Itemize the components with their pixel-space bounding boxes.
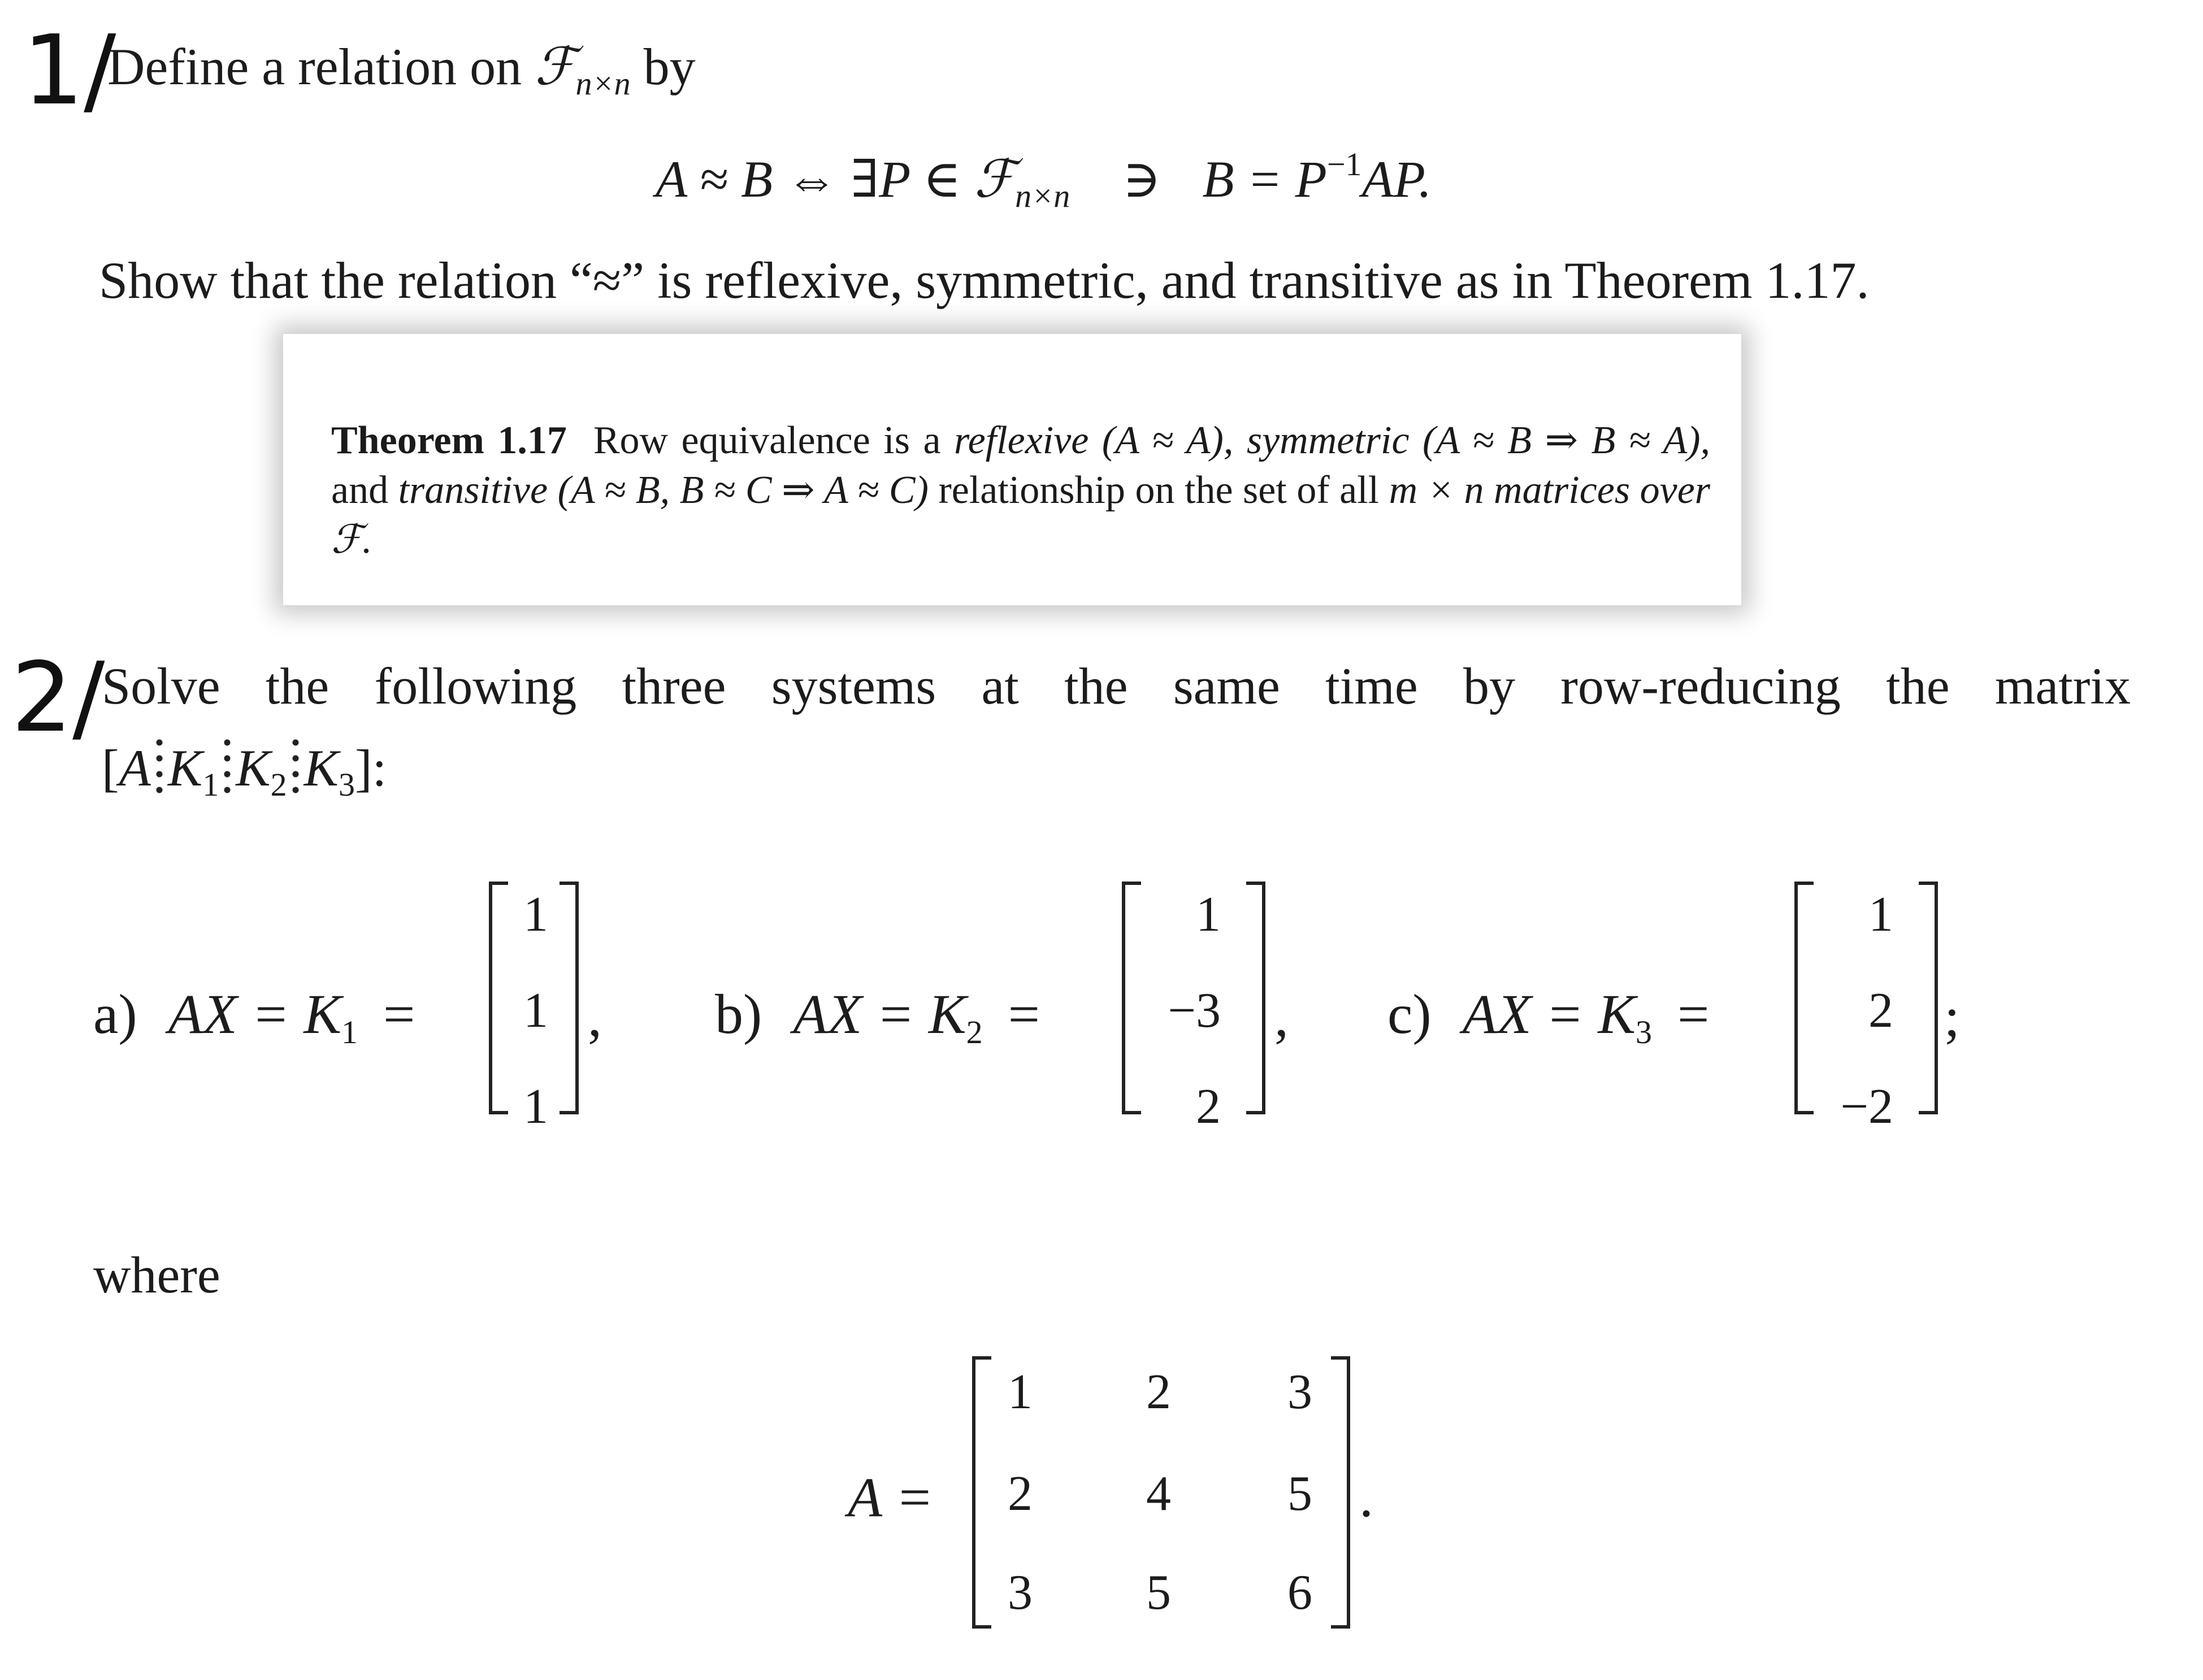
matrix-a-bracket-right — [1331, 1356, 1350, 1629]
system-b-value: 2 — [1196, 1079, 1221, 1134]
theorem-box — [283, 333, 1742, 606]
problem-2-instruction: Solve the following three systems at the same time by row-reducing the matrix — [102, 657, 2131, 715]
system-b-comma: , — [1274, 986, 1289, 1048]
system-c-equation: c) AX = $K_3$ = — [1387, 983, 1710, 1050]
where-label: where — [93, 1246, 220, 1304]
matrix-a-cell: 5 — [1287, 1466, 1312, 1521]
matrix-a-cell: 3 — [1287, 1365, 1312, 1419]
system-a-value: 1 — [523, 887, 548, 942]
system-a-equation: a) AX = $K_1$ = — [93, 983, 415, 1050]
system-b-value: 1 — [1196, 887, 1221, 942]
problem-1-intro: Define a relation on ℱ$_{n\times n}$ by — [107, 36, 696, 102]
matrix-a-cell: 5 — [1146, 1565, 1171, 1620]
system-c-bracket-right — [1919, 882, 1938, 1114]
problem-1-marker: 1/ — [23, 15, 116, 127]
matrix-a-cell: 4 — [1146, 1466, 1171, 1521]
system-a-value: 1 — [523, 983, 548, 1038]
matrix-a-cell: 3 — [1008, 1565, 1033, 1620]
augmented-matrix-notation: [A $K_1$ $K_2$ $K_3$]: — [102, 735, 387, 801]
matrix-a-cell: 6 — [1287, 1565, 1312, 1620]
system-b-value: −3 — [1168, 983, 1221, 1038]
system-b-equation: b) AX = $K_2$ = — [715, 983, 1040, 1050]
matrix-a-label: A = — [848, 1466, 934, 1529]
system-c-semicolon: ; — [1944, 986, 1960, 1048]
system-a-comma: , — [588, 986, 602, 1048]
problem-1-instruction: Show that the relation “≈” is reflexive, symmetric, and transitive as in Theorem 1.17. — [99, 251, 1870, 309]
system-c-value: 2 — [1868, 983, 1893, 1038]
system-a-bracket-right — [560, 882, 579, 1114]
matrix-a-period: . — [1359, 1466, 1373, 1529]
theorem-text: Theorem 1.17 Row equivalence is a reflexive (A ≈ A), symmetric (A ≈ B ⇒ B ≈ A), and transitive (A ≈ B, B ≈ C ⇒ A ≈ C) relationship on the set of all m × n matrices over ℱ. — [331, 419, 1711, 562]
system-c-value: 1 — [1868, 887, 1893, 942]
problem-1-equation: A ≈ B ⇔ ∃P ∈ ℱ$_{n\times n}$ ∋ $B = P^{-1}AP$. — [656, 146, 1432, 214]
matrix-a-cell: 1 — [1008, 1365, 1033, 1419]
matrix-a-cell: 2 — [1146, 1365, 1171, 1419]
system-b-bracket-right — [1246, 882, 1265, 1114]
system-a-value: 1 — [523, 1079, 548, 1134]
matrix-a-cell: 2 — [1008, 1466, 1033, 1521]
system-c-value: −2 — [1840, 1079, 1893, 1134]
problem-2-marker: 2/ — [11, 642, 105, 754]
theorem-label: Theorem 1.17 — [331, 419, 567, 462]
